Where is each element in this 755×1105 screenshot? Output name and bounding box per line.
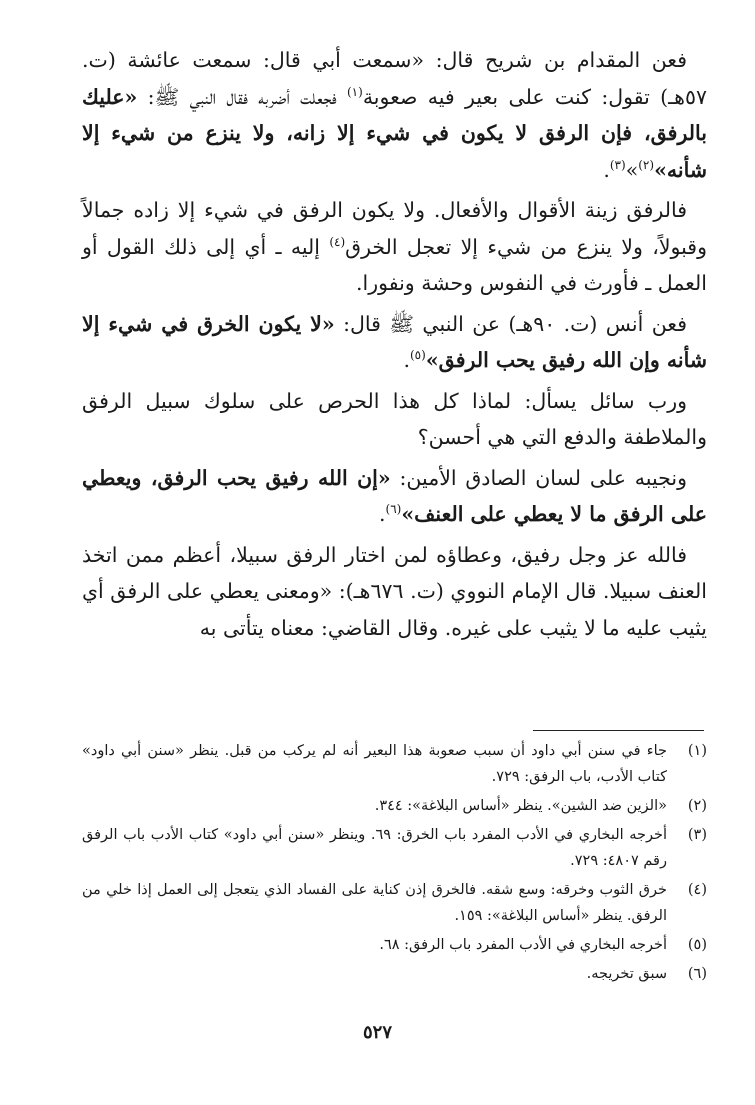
text-run: ونجيبه على لسان الصادق الأمين: bbox=[390, 465, 687, 490]
page-number: ٥٢٧ bbox=[362, 1022, 392, 1043]
paragraph-5 bbox=[82, 460, 707, 533]
footnote-text: «الزين ضد الشين». ينظر «أساس البلاغة»: ٣٤٤. bbox=[374, 798, 667, 814]
footnote-text: أخرجه البخاري في الأدب المفرد باب الرفق: ٦٨. bbox=[379, 937, 667, 953]
text-run: » bbox=[625, 157, 639, 182]
footnote-number: (٤) bbox=[687, 882, 707, 898]
footnote-separator bbox=[533, 730, 704, 731]
text-run: ورب سائل يسأل: لماذا كل هذا الحرص على سلوك سبيل الرفق والملاطفة والدفع التي هي أحسن؟ bbox=[82, 388, 707, 449]
footnote-ref-5[interactable]: (٥) bbox=[409, 348, 426, 363]
footnote-4 bbox=[82, 877, 707, 929]
footnotes bbox=[82, 738, 707, 990]
paragraph-1 bbox=[82, 42, 707, 188]
text-run: فالله عز وجل رفيق، وعطاؤه لمن اختار الرفق سبيلا، أعظم ممن اتخذ العنف سبيلا. قال الإمام النووي (ت. ٦٧٦هـ): «ومعنى يعطي على الرفق أي يثيب عليه ما لا يثيب على غيره. وقال القاضي: معناه يتأتى به bbox=[82, 542, 707, 640]
footnote-number: (٢) bbox=[687, 798, 707, 814]
hadith-quote: «لا يكون الخرق في شيء إلا شأنه وإن الله رفيق يحب الرفق» bbox=[82, 311, 707, 372]
footnote-1 bbox=[82, 738, 707, 790]
footnote-ref-1[interactable]: (١) bbox=[346, 84, 363, 99]
text-run: إليه ـ أي إلى ذلك القول أو العمل ـ فأورث في النفوس وحشة ونفورا. bbox=[82, 234, 707, 295]
footnote-text: جاء في سنن أبي داود أن سبب صعوبة هذا البعير أنه لم يركب من قبل. ينظر «سنن أبي داود» كتاب الأدب، باب الرفق: ٧٢٩. bbox=[82, 743, 667, 785]
text-run: فجعلت أضربه فقال النبي ﷺ: bbox=[137, 84, 347, 109]
footnote-text: أخرجه البخاري في الأدب المفرد باب الخرق: ٦٩. وينظر «سنن أبي داود» كتاب الأدب باب الرفق رقم ٤٨٠٧: ٧٢٩. bbox=[82, 827, 667, 869]
footnote-number: (٥) bbox=[687, 937, 707, 953]
footnote-5 bbox=[82, 932, 707, 958]
text-run: فالرفق زينة الأقوال والأفعال. ولا يكون الرفق في شيء إلا زاده جمالاً وقبولاً، ولا ينزع من شيء إلا تعجل الخرق bbox=[82, 198, 707, 259]
footnote-ref-3[interactable]: (٣) bbox=[609, 157, 626, 172]
footnote-number: (١) bbox=[687, 743, 707, 759]
hadith-quote: «إن الله رفيق يحب الرفق، ويعطي على الرفق ما لا يعطي على العنف» bbox=[82, 465, 707, 526]
main-text bbox=[82, 42, 707, 650]
paragraph-6 bbox=[82, 537, 707, 647]
text-run: . bbox=[378, 502, 386, 526]
footnote-6 bbox=[82, 961, 707, 987]
footnote-ref-2[interactable]: (٢) bbox=[638, 157, 655, 172]
footnote-2 bbox=[82, 793, 707, 819]
footnote-number: (٦) bbox=[687, 966, 707, 982]
paragraph-4 bbox=[82, 383, 707, 456]
footnote-ref-6[interactable]: (٦) bbox=[385, 502, 402, 517]
footnote-3 bbox=[82, 822, 707, 874]
text-run: . bbox=[403, 348, 410, 372]
text-run: فعن المقدام بن شريح قال: «سمعت أبي قال: سمعت عائشة (ت. ٥٧هـ) تقول: كنت على بعير فيه صعوبة bbox=[82, 48, 707, 109]
footnote-text: خرق الثوب وخرقه: وسع شقه. فالخرق إذن كناية على الفساد الذي يتعجل إلى العمل إذا خلي من الرفق. ينظر «أساس البلاغة»: ١٥٩. bbox=[82, 882, 667, 924]
footnote-ref-4[interactable]: (٤) bbox=[329, 234, 346, 249]
text-run: فعن أنس (ت. ٩٠هـ) عن النبي ﷺ قال: bbox=[334, 311, 687, 336]
paragraph-2 bbox=[82, 192, 707, 302]
paragraph-3 bbox=[82, 306, 707, 379]
hadith-quote: «عليك بالرفق، فإن الرفق لا يكون في شيء إلا زانه، ولا ينزع من شيء إلا شأنه» bbox=[82, 84, 707, 182]
footnote-text: سبق تخريجه. bbox=[586, 966, 667, 982]
text-run: . bbox=[603, 157, 610, 182]
footnote-number: (٣) bbox=[687, 827, 707, 843]
